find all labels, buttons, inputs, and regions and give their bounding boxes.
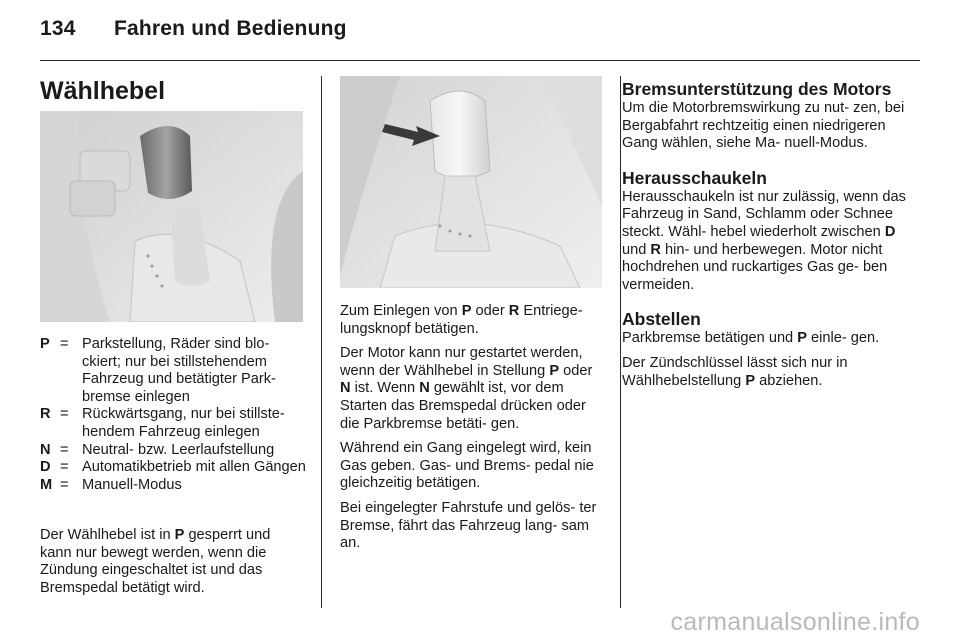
page-number: 134 (40, 17, 76, 40)
text-run: Zum Einlegen von (340, 303, 462, 319)
subheading: Herausschaukeln (622, 167, 767, 188)
gear-letter: N (340, 380, 351, 397)
section-parking (622, 309, 922, 390)
definition-key: M (40, 476, 53, 493)
text-run: gewählt ist, vor dem Starten das Bremspedal drücken oder die Parkbremse betäti- gen. (340, 380, 586, 432)
paragraph (622, 189, 922, 295)
text-run: Der Zündschlüssel lässt sich nur in Wählhebelstellung (622, 354, 848, 389)
gear-letter: P (174, 527, 185, 543)
definition-text: Manuell-Modus (82, 476, 182, 493)
text-run: ist. Wenn (350, 380, 420, 397)
column-3-text (622, 79, 922, 405)
paragraph: Um die Motorbremswirkung zu nut- zen, bei Bergabfahrt rechtzeitig einen niedrigeren Gang wählen, siehe Ma- nuell-Modus. (622, 100, 905, 152)
paragraph (622, 355, 922, 390)
subheading: Bremsunterstützung des Motors (622, 79, 892, 99)
section-rocking (622, 168, 922, 295)
text-run: gesperrt und kann nur bewegt werden, wenn die Zündung eingeschaltet ist und das Bremspedal betätigt wird. (40, 527, 271, 596)
gear-letter: P (797, 330, 807, 347)
gear-letter: R (650, 241, 661, 258)
definition-text: Automatikbetrieb mit allen Gängen (82, 459, 306, 476)
text-run: oder (559, 362, 593, 379)
definition-equals: = (60, 459, 69, 476)
column-divider-1 (321, 76, 322, 608)
page-header (40, 17, 347, 41)
definition-row-d (40, 459, 310, 477)
text-run: Der Motor kann nur gestartet werden, wenn der Wählhebel in Stellung (340, 345, 583, 379)
text-run: Entriege- lungsknopf betätigen. (340, 303, 583, 337)
column-divider-2 (620, 76, 621, 608)
text-run: Der Wählhebel ist in (40, 527, 175, 543)
column-2-text (340, 303, 605, 560)
paragraph-creep: Bei eingelegter Fahrstufe und gelös- ter Bremse, fährt das Fahrzeug lang- sam an. (340, 499, 597, 552)
text-run: hin- und herbewegen. Motor nicht hochdrehen und ruckartiges Gas ge- ben vermeiden. (622, 241, 888, 293)
text-run: einle- gen. (806, 330, 880, 347)
header-rule (40, 60, 920, 61)
gear-letter: R (508, 303, 520, 319)
definition-equals: = (60, 441, 69, 458)
definition-row-n (40, 442, 310, 460)
definition-equals: = (60, 476, 69, 493)
definition-text: Rückwärtsgang, nur bei stillste- hendem Fahrzeug einlegen (82, 406, 285, 440)
section-title: Wählhebel (40, 77, 166, 105)
gear-letter: D (884, 223, 896, 240)
definition-equals: = (60, 406, 69, 423)
chapter-title: Fahren und Bedienung (114, 17, 347, 40)
definition-equals: = (60, 336, 69, 352)
subheading: Abstellen (622, 309, 701, 330)
selector-lock-paragraph (40, 527, 305, 604)
text-run: oder (471, 303, 509, 319)
watermark-text: carmanualsonline.info (670, 608, 920, 636)
gear-letter: P (549, 362, 560, 379)
text-run: abziehen. (755, 372, 823, 389)
definition-key: D (40, 459, 51, 476)
definition-row-p (40, 336, 310, 406)
gear-letter: P (461, 303, 472, 319)
definition-text: Parkstellung, Räder sind blo- ckiert; nur bei stillstehendem Fahrzeug und betätigter Park- bremse einlegen (82, 336, 276, 405)
paragraph-engine-start (340, 345, 605, 433)
definition-key: N (40, 441, 51, 458)
gear-lever-illustration (40, 111, 303, 322)
gear-letter: P (745, 372, 756, 389)
text-run: Herausschaukeln ist nur zulässig, wenn das Fahrzeug in Sand, Schlamm oder Schnee steckt. Wähl- hebel wiederholt zwischen (622, 188, 906, 240)
definition-row-m (40, 477, 310, 495)
section-engine-braking (622, 79, 922, 153)
paragraph (622, 330, 922, 348)
gear-letter: N (419, 380, 430, 397)
definition-key: R (40, 406, 51, 423)
text-run: und (622, 241, 651, 258)
paragraph-no-throttle: Während ein Gang eingelegt wird, kein Gas geben. Gas- und Brems- pedal nie gleichzeitig betätigen. (340, 440, 594, 492)
definition-row-r (40, 406, 310, 441)
text-run: Parkbremse betätigen und (622, 330, 798, 347)
release-button-illustration (340, 76, 602, 288)
gear-positions-list (40, 336, 310, 494)
paragraph-release-button (340, 303, 605, 338)
definition-text: Neutral- bzw. Leerlaufstellung (82, 441, 275, 458)
definition-key: P (40, 336, 50, 352)
